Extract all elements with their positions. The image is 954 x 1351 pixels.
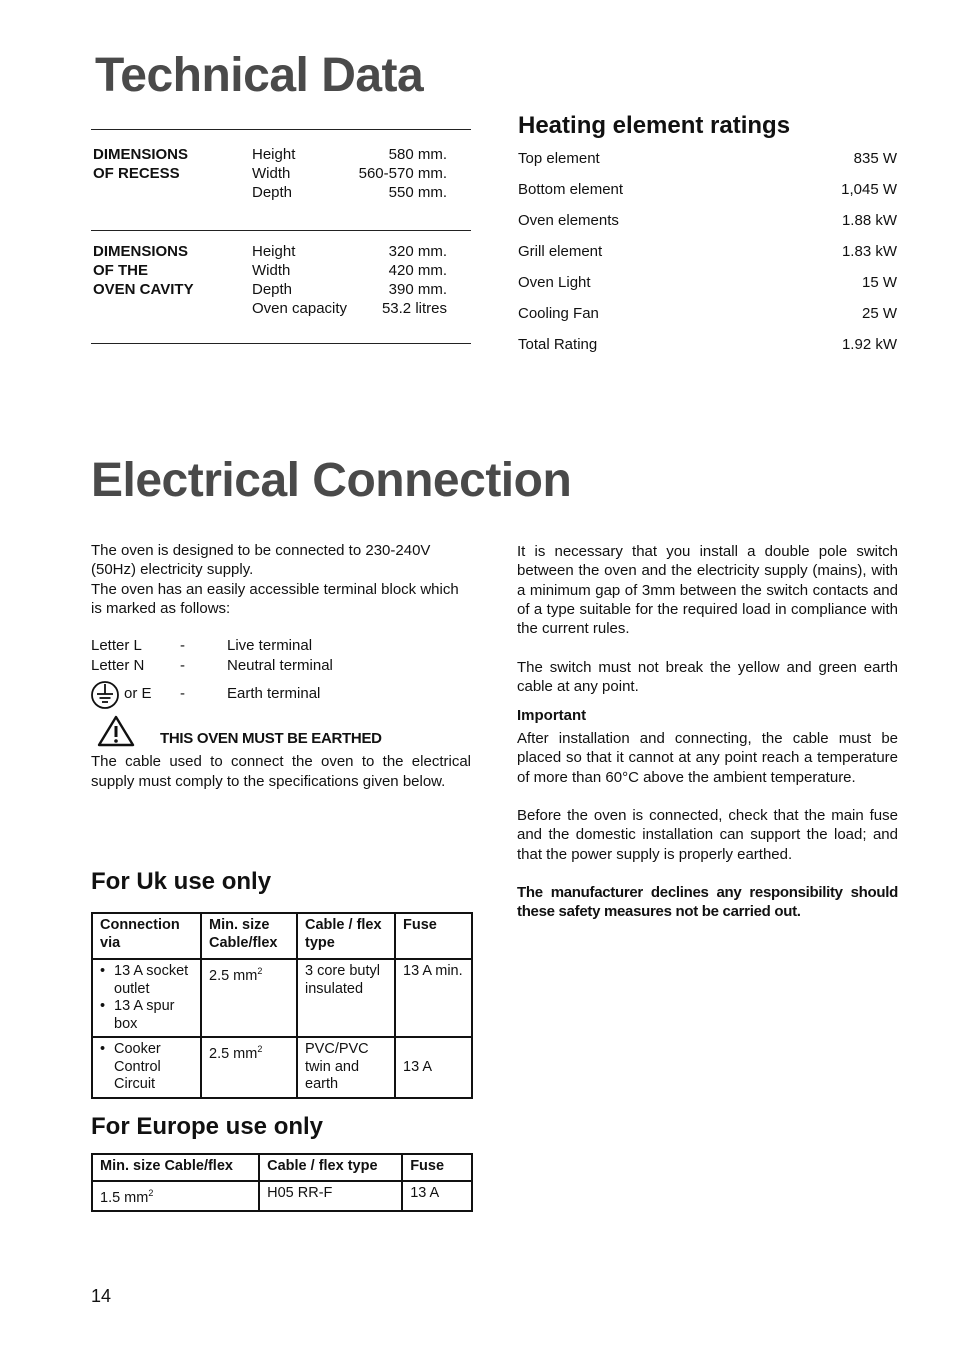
rating-row: Bottom element 1,045 W bbox=[518, 181, 897, 198]
terminal-row: or E bbox=[124, 685, 152, 702]
terminal-desc: Neutral terminal bbox=[227, 657, 333, 674]
rating-row: Oven elements 1.88 kW bbox=[518, 212, 897, 229]
connection-cell bbox=[92, 1037, 201, 1098]
table-row bbox=[92, 1181, 472, 1211]
divider bbox=[91, 230, 471, 231]
divider bbox=[91, 129, 471, 130]
disclaimer: The manufacturer declines any responsibility should these safety measures not be carried out. bbox=[517, 884, 898, 921]
type-cell: H05 RR-F bbox=[259, 1181, 402, 1211]
terminal-dash: - bbox=[180, 657, 185, 674]
dimension-row: Height 320 mm. bbox=[252, 243, 447, 260]
heating-ratings-title: Heating element ratings bbox=[518, 112, 791, 139]
type-cell: PVC/PVC twin and earth bbox=[297, 1037, 395, 1098]
dimension-row: Depth 390 mm. bbox=[252, 281, 447, 298]
dimension-row: Depth 550 mm. bbox=[252, 184, 447, 201]
recess-dimensions bbox=[252, 145, 447, 202]
switch-paragraph: It is necessary that you install a double pole switch between the oven and the electricity supply (mains), with a minimum gap of 3mm between the switch contacts and of a type suitable for the required load in compliance with the current rules. bbox=[517, 543, 898, 638]
fuse-cell: 13 A min. bbox=[395, 959, 472, 1037]
europe-cable-table bbox=[91, 1153, 473, 1212]
earth-symbol-icon bbox=[90, 680, 120, 710]
column-header: Min. size Cable/flex bbox=[201, 913, 297, 959]
column-header: Min. size Cable/flex bbox=[92, 1154, 259, 1181]
earthed-warning: THIS OVEN MUST BE EARTHED bbox=[160, 730, 382, 747]
table-header-row bbox=[92, 913, 472, 959]
europe-section-title: For Europe use only bbox=[91, 1113, 324, 1140]
page-number: 14 bbox=[91, 1286, 112, 1306]
rating-row: Oven Light 15 W bbox=[518, 274, 897, 291]
fuse-check-paragraph: Before the oven is connected, check that the main fuse and the domestic installation can support the load; and that the power supply is properly earthed. bbox=[517, 807, 898, 863]
dimension-row: Height 580 mm. bbox=[252, 146, 447, 163]
warning-triangle-icon bbox=[97, 715, 135, 747]
uk-cable-table bbox=[91, 912, 473, 1099]
dimension-row: Oven capacity 53.2 litres bbox=[252, 300, 447, 317]
rating-row: Grill element 1.83 kW bbox=[518, 243, 897, 260]
column-header: Cable / flex type bbox=[259, 1154, 402, 1181]
recess-label: DIMENSIONS OF RECESS bbox=[93, 146, 189, 182]
column-header: Fuse bbox=[402, 1154, 472, 1181]
terminal-row: Letter L bbox=[91, 637, 142, 654]
connection-cell bbox=[92, 959, 201, 1037]
terminal-desc: Earth terminal bbox=[227, 685, 321, 702]
heating-ratings-list bbox=[518, 149, 897, 366]
column-header: Connection via bbox=[92, 913, 201, 959]
electrical-connection-title: Electrical Connection bbox=[91, 454, 572, 507]
size-cell: 1.5 $mm^2$ bbox=[92, 1181, 259, 1211]
terminal-row: Letter N bbox=[91, 657, 145, 674]
column-header: Fuse bbox=[395, 913, 472, 959]
rating-row: Top element 835 W bbox=[518, 150, 897, 167]
dimension-row: Width 560-570 mm. bbox=[252, 165, 447, 182]
divider bbox=[91, 343, 471, 344]
earth-cable-paragraph: The switch must not break the yellow and green earth cable at any point. bbox=[517, 659, 898, 696]
cable-paragraph: The cable used to connect the oven to the electrical supply must comply to the specifications given below. bbox=[91, 753, 471, 790]
table-row bbox=[92, 959, 472, 1037]
terminal-dash: - bbox=[180, 637, 185, 654]
table-row bbox=[92, 1037, 472, 1098]
cavity-dimensions bbox=[252, 242, 447, 318]
terminal-dash: - bbox=[180, 685, 185, 702]
important-heading: Important bbox=[517, 707, 587, 724]
fuse-cell: 13 A bbox=[395, 1037, 472, 1098]
rating-row: Cooling Fan 25 W bbox=[518, 305, 897, 322]
dimension-row: Width 420 mm. bbox=[252, 262, 447, 279]
list-item: • 13 A spur box bbox=[100, 998, 193, 1033]
list-item: • 13 A socket outlet bbox=[100, 963, 193, 998]
temperature-paragraph: After installation and connecting, the cable must be placed so that it cannot at any point reach a temperature of more than 60°C above the ambient temperature. bbox=[517, 730, 898, 786]
fuse-cell: 13 A bbox=[402, 1181, 472, 1211]
technical-data-title: Technical Data bbox=[95, 49, 424, 102]
cavity-label: DIMENSIONS OF THE OVEN CAVITY bbox=[93, 243, 194, 298]
intro-paragraph: The oven is designed to be connected to 230-240V (50Hz) electricity supply. The oven has an easily accessible terminal block which is marked as follows: bbox=[91, 542, 459, 617]
terminal-desc: Live terminal bbox=[227, 637, 313, 654]
size-cell: 2.5 $mm^2$ bbox=[201, 1037, 297, 1098]
list-item: • Cooker Control Circuit bbox=[100, 1041, 193, 1094]
table-header-row bbox=[92, 1154, 472, 1181]
rating-row: Total Rating 1.92 kW bbox=[518, 336, 897, 353]
uk-section-title: For Uk use only bbox=[91, 868, 272, 895]
size-cell: 2.5 $mm^2$ bbox=[201, 959, 297, 1037]
type-cell: 3 core butyl insulated bbox=[297, 959, 395, 1037]
column-header: Cable / flex type bbox=[297, 913, 395, 959]
